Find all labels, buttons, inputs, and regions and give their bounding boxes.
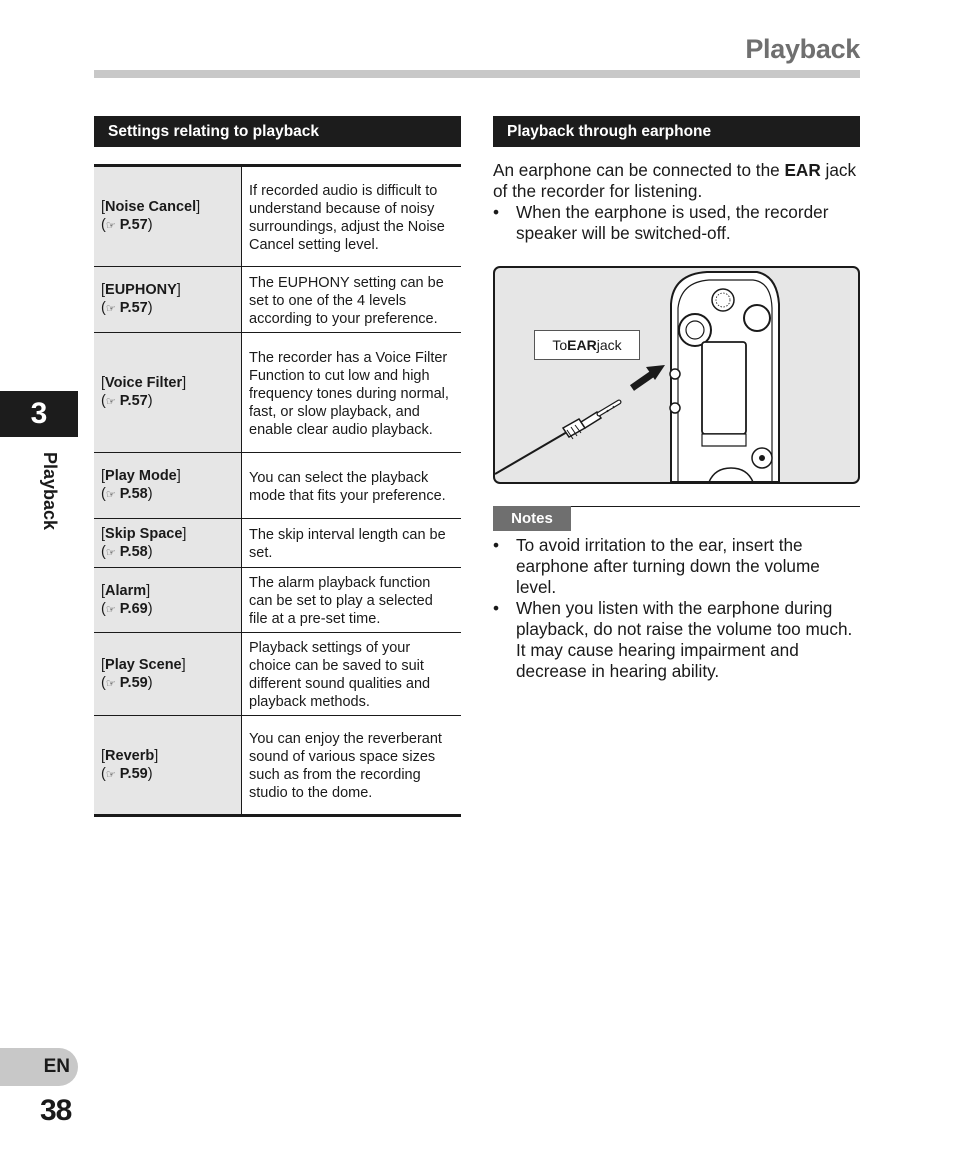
- setting-name: EUPHONY: [105, 282, 177, 298]
- list-item: • When you listen with the earphone during playback, do not raise the volume too much. It may cause hearing impairment and decrease in hearing ability.: [493, 598, 860, 682]
- mic-grille-icon: [712, 289, 734, 311]
- earphone-section-heading: Playback through earphone: [493, 116, 860, 147]
- table-row: [94, 568, 461, 633]
- setting-name-cell: [Reverb] (☞ P.59): [94, 716, 242, 816]
- setting-description: Playback settings of your choice can be saved to suit different sound qualities and playback methods.: [242, 633, 462, 716]
- language-tab: EN: [0, 1048, 78, 1086]
- setting-description: The skip interval length can be set.: [242, 519, 462, 568]
- page-reference: P.59: [119, 674, 148, 691]
- notes-rule: [571, 506, 860, 507]
- settings-section-heading: Settings relating to playback: [94, 116, 461, 147]
- pointing-hand-icon: ☞: [105, 546, 116, 559]
- setting-description: You can enjoy the reverberant sound of various space sizes such as from the recording studio to the dome.: [249, 731, 442, 801]
- table-row: [94, 633, 461, 716]
- setting-description: You can select the playback mode that fits your preference.: [242, 453, 462, 519]
- setting-description: The alarm playback function can be set to play a selected file at a pre-set time.: [242, 568, 462, 633]
- page-reference: P.59: [119, 765, 148, 782]
- notes-list: [493, 535, 860, 682]
- ear-jack-callout: To EAR jack: [534, 330, 640, 360]
- recorder-drawing: [495, 268, 858, 482]
- setting-name-cell: [Play Scene] (☞ P.59): [94, 633, 242, 716]
- intro-bullets: [493, 202, 860, 244]
- setting-name: Skip Space: [105, 525, 183, 542]
- page-reference: P.57: [119, 393, 148, 409]
- page-reference: P.69: [119, 600, 148, 617]
- table-row: [94, 333, 461, 453]
- settings-table: [94, 164, 461, 817]
- plug-tip: [599, 402, 619, 414]
- setting-name: Voice Filter: [105, 375, 183, 391]
- list-item: • When the earphone is used, the recorder speaker will be switched-off.: [493, 202, 860, 244]
- setting-name: Play Scene: [105, 656, 182, 673]
- setting-name: Play Mode: [105, 468, 177, 484]
- intro-paragraph: An earphone can be connected to the EAR jack of the recorder for listening.: [493, 160, 857, 201]
- page-reference: P.58: [119, 486, 148, 502]
- table-row: [94, 716, 461, 816]
- setting-description: If recorded audio is difficult to understand because of noisy surroundings, adjust the Noise Cancel setting level.: [242, 166, 462, 267]
- earphone-intro: [493, 160, 860, 244]
- table-row: [94, 166, 461, 267]
- setting-name-cell: [Noise Cancel] (☞ P.57): [94, 166, 242, 267]
- page-reference: P.57: [119, 300, 148, 316]
- page-reference: P.57: [119, 217, 148, 233]
- setting-description: The EUPHONY setting can be set to one of the 4 levels according to your preference.: [242, 267, 462, 333]
- earphone-illustration: [493, 266, 860, 484]
- pointing-hand-icon: ☞: [105, 603, 116, 616]
- setting-name-cell: [Skip Space] (☞ P.58): [94, 519, 242, 568]
- mic-jack-port: [670, 403, 680, 413]
- setting-name-cell: [Alarm] (☞ P.69): [94, 568, 242, 633]
- page-reference: P.58: [119, 543, 148, 560]
- page-title: Playback: [745, 34, 860, 64]
- right-mic-icon: [744, 305, 770, 331]
- setting-description: The recorder has a Voice Filter Function to cut low and high frequency tones during normal, fast, or slow playback, and enable clear audio playback.: [242, 333, 462, 453]
- earphone-cable: [495, 432, 567, 474]
- setting-name-cell: [Voice Filter] (☞ P.57): [94, 333, 242, 453]
- setting-name: Noise Cancel: [105, 199, 197, 215]
- setting-name-cell: [EUPHONY] (☞ P.57): [94, 267, 242, 333]
- pointing-hand-icon: ☞: [105, 396, 116, 408]
- setting-name: Reverb: [105, 747, 155, 764]
- ear-label: EAR: [784, 160, 821, 180]
- table-row: [94, 453, 461, 519]
- notes-label: Notes: [493, 506, 571, 531]
- setting-name: Alarm: [105, 582, 147, 599]
- chapter-side-label: [38, 452, 64, 532]
- chapter-tab: 3: [0, 391, 78, 437]
- pointing-hand-icon: ☞: [105, 677, 116, 690]
- list-item: • To avoid irritation to the ear, insert the earphone after turning down the volume level.: [493, 535, 860, 598]
- pointing-hand-icon: ☞: [105, 303, 116, 315]
- pointing-hand-icon: ☞: [105, 768, 116, 781]
- setting-name-cell: [Play Mode] (☞ P.58): [94, 453, 242, 519]
- pointing-hand-icon: ☞: [105, 489, 116, 501]
- chapter-side-label-text: Playback: [40, 452, 60, 531]
- header-rule: [94, 70, 860, 78]
- pointing-hand-icon: ☞: [105, 220, 116, 232]
- page-number: 38: [40, 1094, 72, 1127]
- ear-jack-port: [670, 369, 680, 379]
- screen: [702, 342, 746, 434]
- table-row: [94, 267, 461, 333]
- table-row: [94, 519, 461, 568]
